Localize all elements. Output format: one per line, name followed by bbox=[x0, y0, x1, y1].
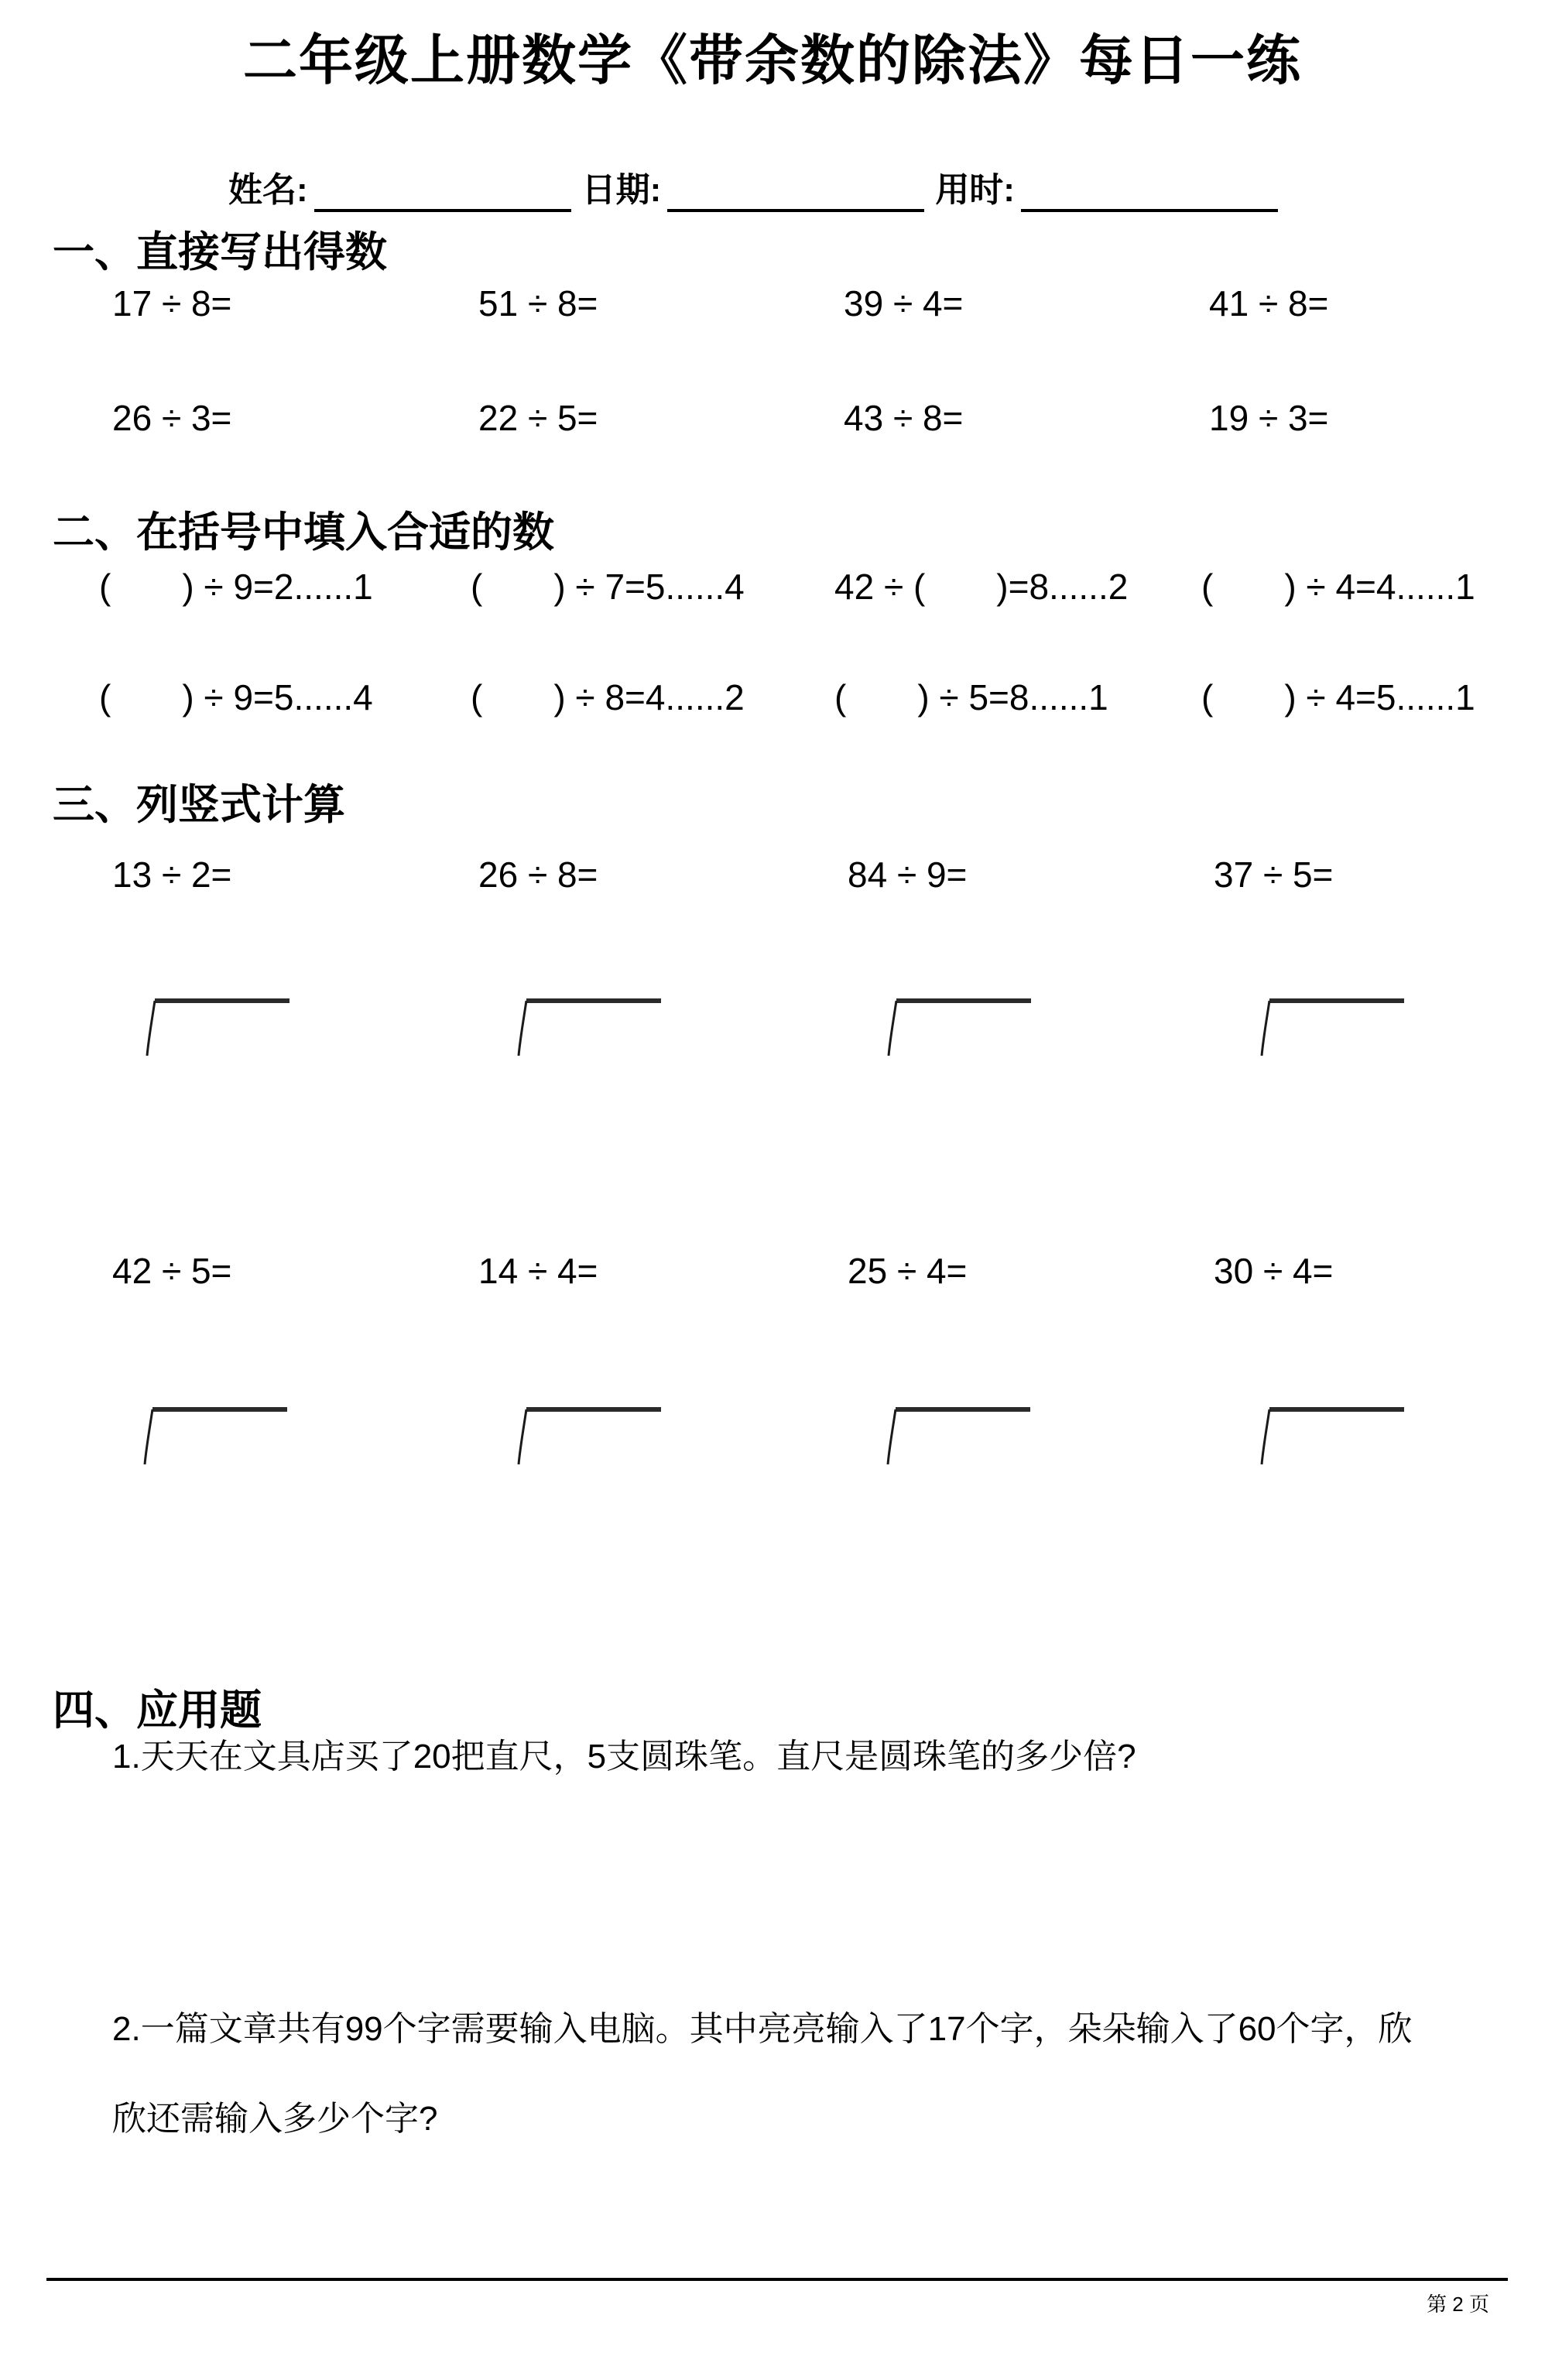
problem: ( ) ÷ 5=8......1 bbox=[834, 677, 1108, 717]
problem: 43 ÷ 8= bbox=[844, 398, 964, 438]
word-problem-1: 1.天天在文具店买了20把直尺，5支圆珠笔。直尺是圆珠笔的多少倍? bbox=[112, 1738, 1136, 1776]
problem: 51 ÷ 8= bbox=[478, 283, 598, 324]
student-info-row bbox=[228, 172, 1289, 212]
long-division-bracket bbox=[146, 997, 293, 1059]
word-problem-2-line-1: 2.一篇文章共有99个字需要输入电脑。其中亮亮输入了17个字，朵朵输入了60个字，欣 bbox=[112, 2010, 1413, 2048]
name-label: 姓名: bbox=[228, 171, 308, 209]
long-division-row-2 bbox=[0, 1406, 1545, 1467]
page-title: 二年级上册数学《带余数的除法》每日一练 bbox=[243, 30, 1302, 91]
problem: ( ) ÷ 9=5......4 bbox=[99, 677, 373, 717]
date-label: 日期: bbox=[581, 171, 662, 209]
section-3-row-1 bbox=[0, 854, 1545, 901]
page-number: 第 2 页 bbox=[1427, 2293, 1489, 2316]
problem: 41 ÷ 8= bbox=[1209, 283, 1329, 324]
word-problem-2-line-2: 欣还需输入多少个字? bbox=[112, 2100, 438, 2138]
problem: 30 ÷ 4= bbox=[1214, 1251, 1334, 1291]
problem: 25 ÷ 4= bbox=[848, 1251, 968, 1291]
time-blank bbox=[1021, 172, 1278, 212]
problem: ( ) ÷ 4=4......1 bbox=[1201, 567, 1475, 607]
section-2-heading: 二、在括号中填入合适的数 bbox=[53, 509, 554, 556]
problem: 37 ÷ 5= bbox=[1214, 854, 1334, 895]
section-1-row-1 bbox=[0, 283, 1545, 330]
problem: ( ) ÷ 9=2......1 bbox=[99, 567, 373, 607]
problem: 14 ÷ 4= bbox=[478, 1251, 598, 1291]
name-blank bbox=[314, 172, 571, 212]
problem: 26 ÷ 8= bbox=[478, 854, 598, 895]
section-3-heading: 三、列竖式计算 bbox=[53, 782, 345, 828]
problem: 19 ÷ 3= bbox=[1209, 398, 1329, 438]
long-division-bracket bbox=[517, 997, 664, 1059]
problem: 42 ÷ 5= bbox=[112, 1251, 232, 1291]
section-1-heading: 一、直接写出得数 bbox=[53, 229, 387, 276]
long-division-bracket bbox=[517, 1406, 664, 1467]
long-division-bracket bbox=[1260, 997, 1407, 1059]
date-blank bbox=[667, 172, 924, 212]
problem: 84 ÷ 9= bbox=[848, 854, 968, 895]
problem: ( ) ÷ 7=5......4 bbox=[471, 567, 745, 607]
section-3-row-2 bbox=[0, 1251, 1545, 1297]
section-2-row-1 bbox=[0, 567, 1545, 613]
problem: 22 ÷ 5= bbox=[478, 398, 598, 438]
section-2-row-2 bbox=[0, 677, 1545, 724]
problem: 42 ÷ ( )=8......2 bbox=[834, 567, 1129, 607]
problem: 39 ÷ 4= bbox=[844, 283, 964, 324]
long-division-bracket bbox=[886, 1406, 1033, 1467]
time-label: 用时: bbox=[935, 171, 1015, 209]
problem: 13 ÷ 2= bbox=[112, 854, 232, 895]
long-division-row-1 bbox=[0, 997, 1545, 1059]
section-1-row-2 bbox=[0, 398, 1545, 444]
footer-divider bbox=[46, 2278, 1508, 2281]
long-division-bracket bbox=[887, 997, 1034, 1059]
problem: 26 ÷ 3= bbox=[112, 398, 232, 438]
problem: ( ) ÷ 8=4......2 bbox=[471, 677, 745, 717]
long-division-bracket bbox=[143, 1406, 290, 1467]
problem: 17 ÷ 8= bbox=[112, 283, 232, 324]
long-division-bracket bbox=[1260, 1406, 1407, 1467]
problem: ( ) ÷ 4=5......1 bbox=[1201, 677, 1475, 717]
section-4-heading: 四、应用题 bbox=[53, 1687, 262, 1734]
